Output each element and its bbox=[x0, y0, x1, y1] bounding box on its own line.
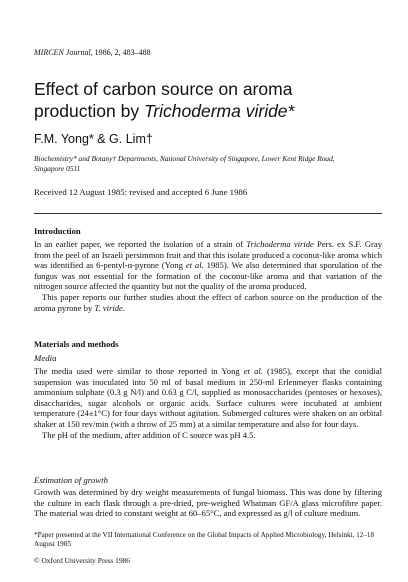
section-divider bbox=[34, 213, 382, 214]
intro-text-4: This paper reports our further studies about the effect of carbon source on the production of the aroma pyrone by bbox=[34, 291, 382, 313]
intro-text-1: In an earlier paper, we reported the isolation of a strain of bbox=[34, 239, 247, 249]
journal-name: MIRCEN Journal, bbox=[34, 48, 93, 57]
intro-text-2: Pers. ex S.F. Gray from the peel of an Israeli persimmon fruit and that this isolate produced a coconut-like aroma which was identified as 6-pentyl-α-pyrone (Yong bbox=[34, 239, 382, 271]
intro-species-short: T. viride bbox=[94, 302, 123, 313]
introduction-body bbox=[34, 239, 382, 313]
journal-details: 1986, 2, 483–488 bbox=[94, 48, 151, 57]
title-line-1: Effect of carbon source on aroma bbox=[34, 79, 293, 99]
media-body bbox=[34, 366, 382, 440]
materials-heading: Materials and methods bbox=[34, 339, 119, 349]
title-line-2-italic: Trichoderma viride* bbox=[143, 101, 295, 121]
intro-species: Trichoderma viride bbox=[246, 239, 314, 249]
affiliation-line-2: Singapore 0511 bbox=[34, 163, 81, 173]
footnote: *Paper presented at the VII International Conference on the Global Impacts of Applied Microbiology, Helsinki, 12–18 August 1985 bbox=[34, 531, 375, 548]
journal-citation bbox=[34, 48, 382, 57]
media-subheading: Media bbox=[34, 353, 57, 363]
intro-etal: et al. bbox=[185, 260, 204, 271]
introduction-heading: Introduction bbox=[34, 226, 81, 236]
authors: F.M. Yong* & G. Lim† bbox=[34, 132, 153, 146]
growth-body: Growth was determined by dry weight measurements of fungal biomass. This was done by filtering the culture in each flask through a pre-dried, pre-weighed Whatman GF/A glass microfibre paper. The material was dried to constant weight at 60–65°C, and expressed as g/l of culture medium. bbox=[34, 487, 382, 519]
intro-text-3: 1985). We also determined that sporulation of the fungus was not essential for the formation of the coconut-like aroma and that variation of the nitrogen source affected the quantity but not the quality of the aroma produced. bbox=[34, 260, 382, 292]
intro-text-5: . bbox=[122, 302, 126, 313]
affiliation-line-1: Biochemistry* and Botany† Departments, National University of Singapore, Lower Kent Ridge Road, bbox=[34, 154, 335, 163]
media-text-2: (1985), except that the conidial suspension was inoculated into 50 ml of basal medium in 250-ml Erlenmeyer flasks containing ammonium sulphate (0.3 g N/l) and 0.63 g C/l, supplied as monosaccharides (pentoses or hexoses), disaccharides, sugar alcohols or organic acids. Surface cultures were incubated at ambient temperature (24±1°C) for four days without agitation. Submerged cultures were shaken on an orbital shaker at 150 rev/min (with a throw of 25 mm) at a similar temperature and also for four days. bbox=[34, 366, 382, 429]
growth-subheading: Estimation of growth bbox=[34, 475, 108, 485]
copyright: © Oxford University Press 1986 bbox=[34, 556, 130, 565]
affiliation bbox=[34, 154, 382, 173]
received-dates: Received 12 August 1985: revised and accepted 6 June 1986 bbox=[34, 187, 248, 197]
title-line-2-prefix: production by bbox=[34, 101, 144, 121]
media-etal: et al. bbox=[243, 366, 263, 376]
article-title bbox=[34, 78, 382, 122]
media-text-3: The pH of the medium, after addition of C source was pH 4.5. bbox=[42, 429, 256, 440]
media-text-1: The media used were similar to those reported in Yong bbox=[34, 366, 244, 376]
